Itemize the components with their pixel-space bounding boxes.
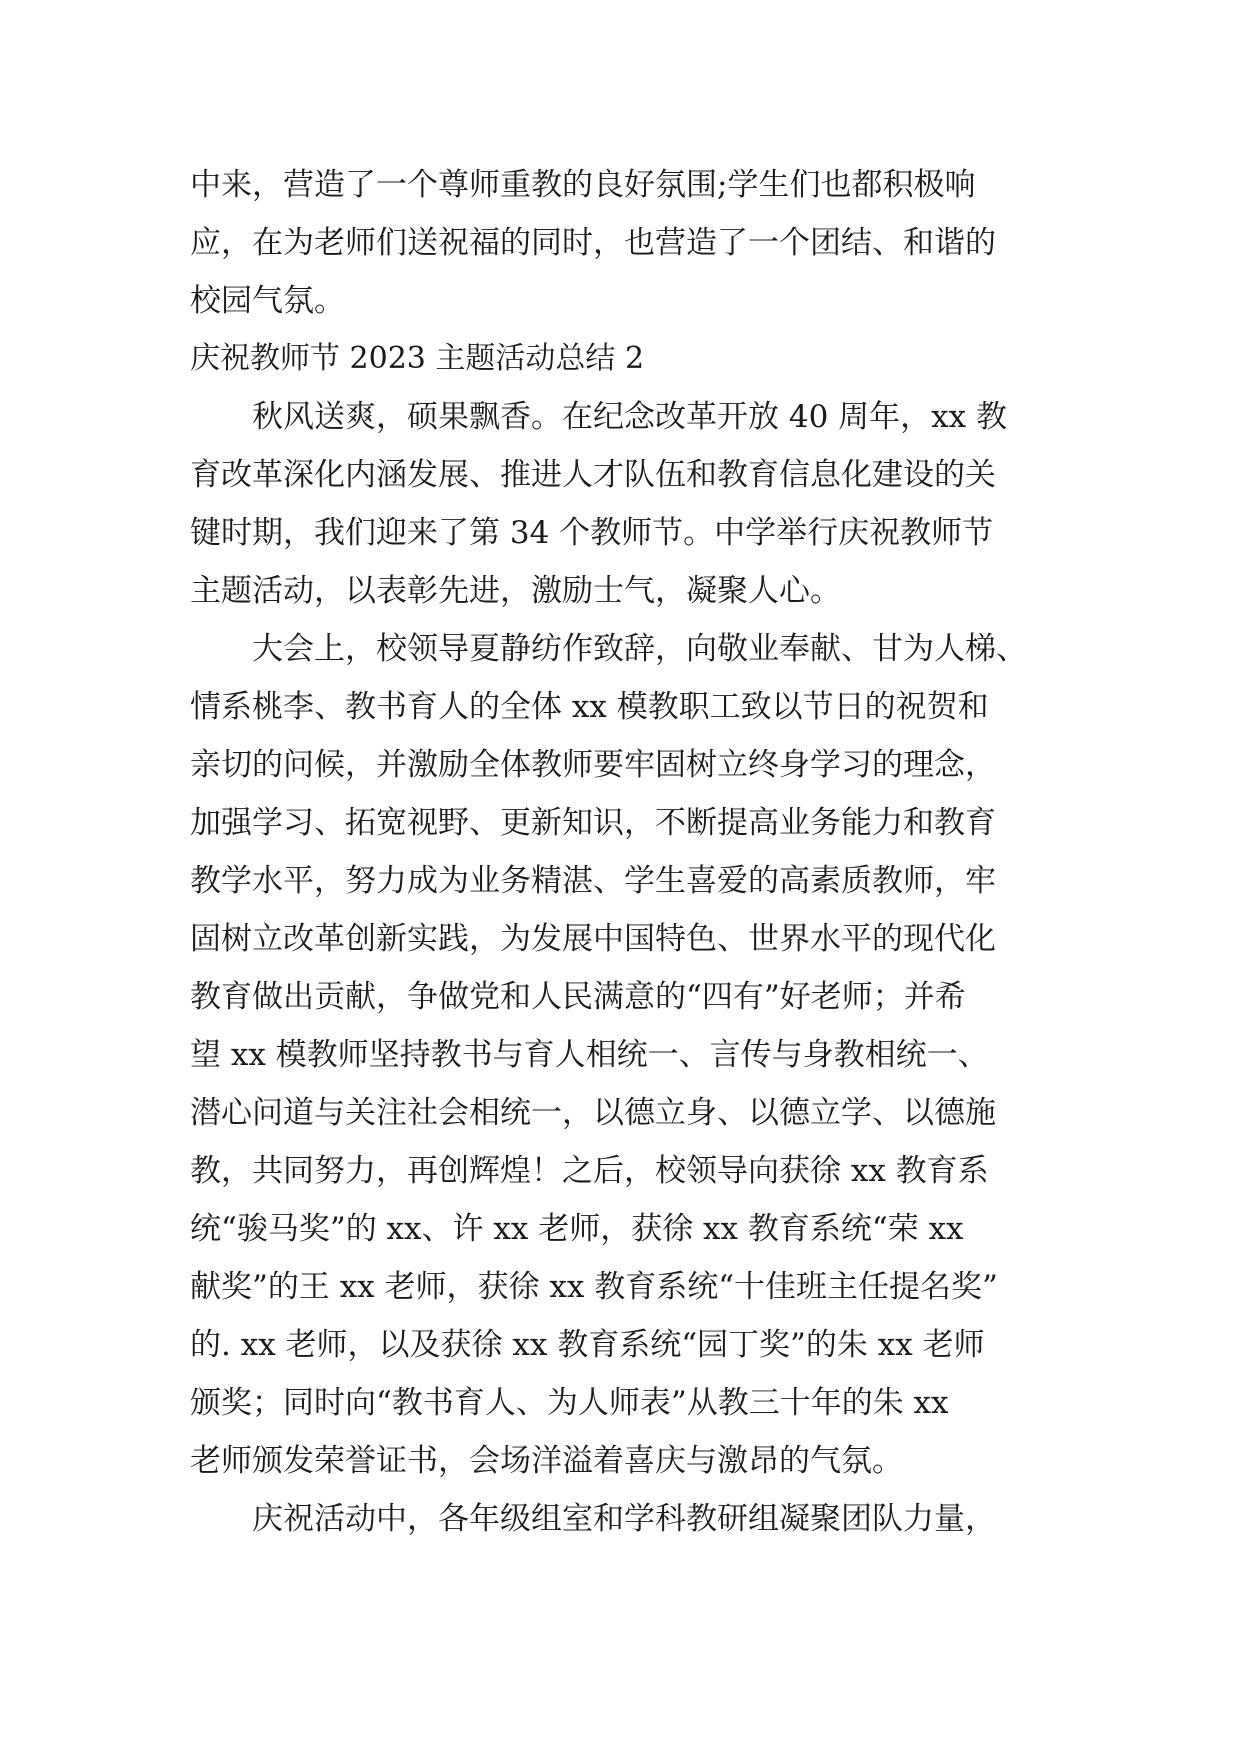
text-line: 老师颁发荣誉证书，会场洋溢着喜庆与激昂的气氛。 — [190, 1443, 903, 1479]
text-line: 教育做出贡献，争做党和人民满意的“四有”好老师；并希 — [190, 979, 966, 1015]
text-line: 情系桃李、教书育人的全体 xx 模教职工致以节日的祝贺和 — [190, 689, 989, 725]
text-line: 亲切的问候，并激励全体教师要牢固树立终身学习的理念， — [190, 747, 996, 783]
text-line: 育改革深化内涵发展、推进人才队伍和教育信息化建设的关 — [190, 457, 996, 493]
text-line: 大会上，校领导夏静纺作致辞，向敬业奉献、甘为人梯、 — [190, 631, 1027, 667]
text-line: 的. xx 老师，以及获徐 xx 教育系统“园丁奖”的朱 xx 老师 — [190, 1327, 985, 1363]
text-line: 键时期，我们迎来了第 34 个教师节。中学举行庆祝教师节 — [190, 515, 994, 551]
section-heading: 庆祝教师节 2023 主题活动总结 2 — [190, 341, 645, 376]
text-line: 主题活动，以表彰先进，激励士气，凝聚人心。 — [190, 573, 841, 609]
text-line: 教，共同努力，再创辉煌！之后，校领导向获徐 xx 教育系 — [190, 1153, 989, 1189]
text-line: 应，在为老师们送祝福的同时，也营造了一个团结、和谐的 — [190, 225, 996, 261]
text-line: 校园气氛。 — [190, 283, 345, 319]
text-line: 统“骏马奖”的 xx、许 xx 老师，获徐 xx 教育系统“荣 xx — [190, 1211, 964, 1247]
text-line: 望 xx 模教师坚持教书与育人相统一、言传与身教相统一、 — [190, 1037, 989, 1073]
text-line: 颁奖；同时向“教书育人、为人师表”从教三十年的朱 xx — [190, 1385, 949, 1421]
text-line: 献奖”的王 xx 老师，获徐 xx 教育系统“十佳班主任提名奖” — [190, 1269, 998, 1305]
text-line: 中来，营造了一个尊师重教的良好氛围;学生们也都积极响 — [190, 167, 976, 203]
document-body — [190, 156, 1070, 1548]
text-line: 加强学习、拓宽视野、更新知识，不断提高业务能力和教育 — [190, 805, 996, 841]
text-line: 秋风送爽，硕果飘香。在纪念改革开放 40 周年，xx 教 — [190, 399, 1007, 435]
text-line: 教学水平，努力成为业务精湛、学生喜爱的高素质教师，牢 — [190, 863, 996, 899]
text-line: 庆祝活动中，各年级组室和学科教研组凝聚团队力量， — [190, 1501, 996, 1537]
text-line: 潜心问道与关注社会相统一，以德立身、以德立学、以德施 — [190, 1095, 996, 1131]
text-line: 固树立改革创新实践，为发展中国特色、世界水平的现代化 — [190, 921, 996, 957]
